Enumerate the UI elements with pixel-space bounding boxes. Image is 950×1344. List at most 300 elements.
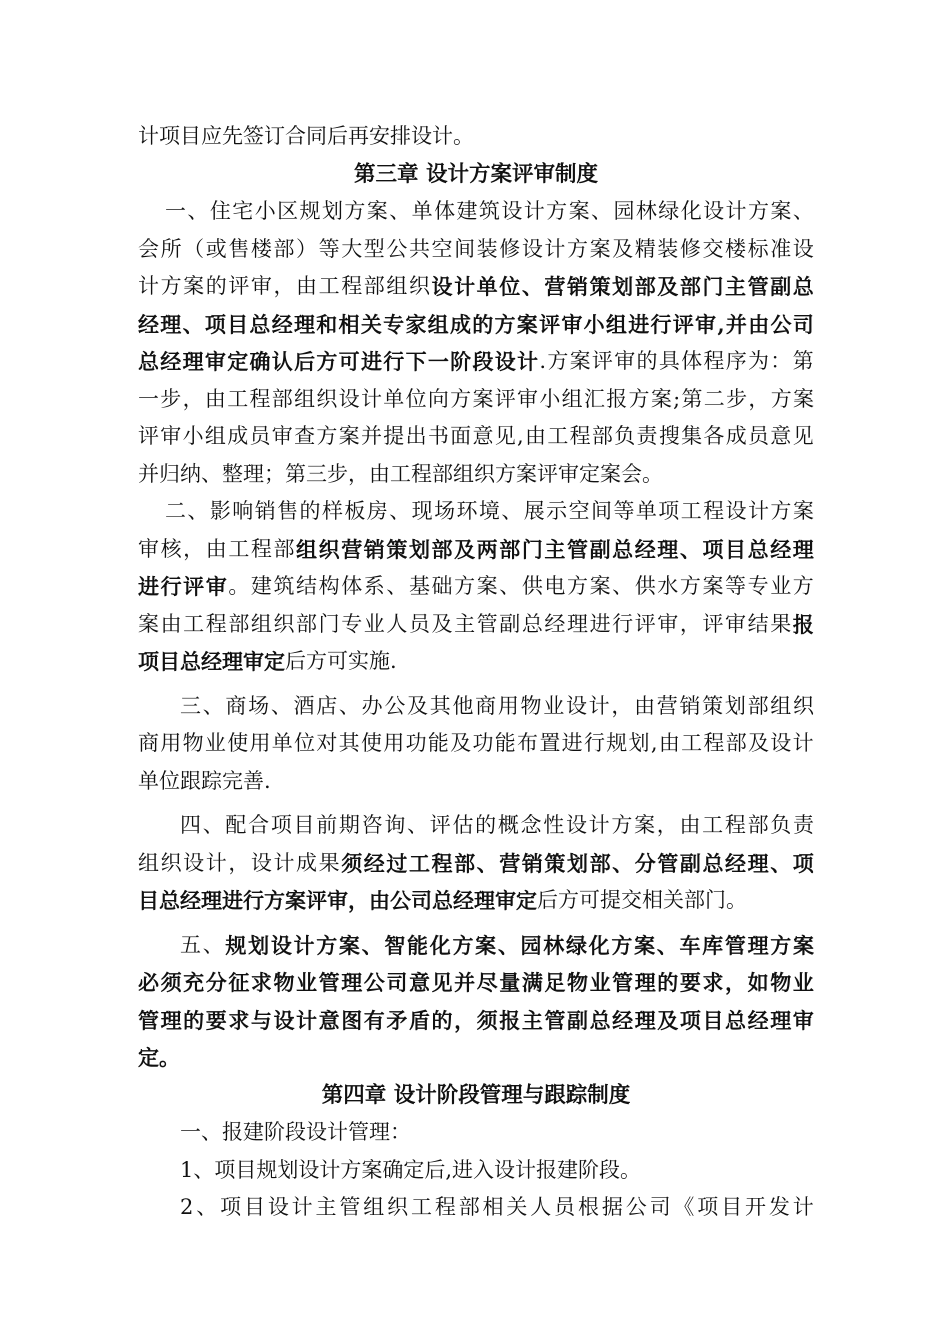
text-char: 估 [452, 813, 474, 837]
text-char: 进 [138, 574, 159, 599]
text-char: 程 [434, 1195, 456, 1219]
text-char: 体 [434, 199, 456, 223]
text-char: 理 [770, 1007, 792, 1033]
text-char: 评 [429, 813, 451, 837]
text-char: 对 [316, 731, 338, 755]
text-char: 他 [452, 693, 474, 718]
text-char: 业 [204, 731, 226, 755]
text-char: 意 [408, 970, 430, 995]
text-char: 。 [228, 574, 250, 598]
text-char: 阶 [450, 349, 472, 374]
text-char: 础 [431, 574, 453, 598]
text-char: 一 [165, 199, 186, 223]
text-char: 报 [499, 1007, 521, 1033]
text-char: 见 [494, 424, 516, 448]
text-char: 方 [316, 424, 338, 448]
text-char: , [717, 311, 725, 337]
text-char: 用 [249, 731, 271, 755]
text-run: 单位跟踪完善. [138, 768, 271, 793]
text-char: 目 [725, 536, 747, 562]
text-char: 供 [634, 574, 656, 598]
text-char: 化 [588, 932, 610, 958]
text-char: 工 [680, 499, 702, 523]
text-char: 提 [383, 424, 405, 448]
text-char: 评 [702, 611, 724, 636]
text-char: 由 [204, 386, 226, 411]
text-char: 主 [544, 536, 566, 562]
text-char: 织 [792, 693, 814, 718]
text-char: 方 [452, 932, 474, 958]
text-char: 合 [248, 813, 270, 837]
text-char: 要 [205, 1007, 227, 1033]
text-char: 、 [679, 536, 701, 562]
text-char: 并 [360, 424, 382, 448]
text-char: 部 [271, 386, 293, 411]
text-char: 电 [544, 574, 566, 598]
text-char: 行 [583, 731, 605, 755]
text-char: 步 [160, 386, 182, 411]
text-char: 共 [408, 236, 430, 261]
text-char: 销 [679, 693, 701, 718]
text-char: 经 [363, 850, 385, 876]
text-char: 使 [360, 731, 382, 755]
text-char: 段 [472, 349, 494, 374]
text-char: 设 [770, 731, 792, 755]
text-char: 计 [725, 199, 747, 223]
text-char: 、 [407, 813, 429, 837]
text-char: 业 [543, 693, 565, 718]
text-char: 办 [361, 693, 383, 718]
text-char: 的 [205, 274, 227, 298]
text-char: 标 [747, 236, 769, 261]
text-char: 基 [408, 574, 430, 598]
text-char: 关 [360, 311, 382, 337]
text-char: 概 [497, 813, 519, 837]
text-char: 型 [363, 236, 385, 261]
text-char: 影 [209, 499, 231, 523]
document-page [138, 118, 814, 1227]
text-char: 人 [530, 1195, 552, 1219]
text-char: 专 [747, 574, 769, 598]
text-char: 组 [386, 274, 408, 298]
text-char: 门 [318, 611, 340, 636]
text-char: 建 [456, 199, 478, 223]
text-char: 售 [277, 499, 299, 523]
text-char: 及 [657, 1007, 679, 1033]
text-char: 住 [209, 199, 231, 223]
text-char: 及 [431, 611, 453, 636]
text-char: 、 [612, 850, 634, 876]
text-char: 营 [656, 693, 678, 718]
text-char: 要 [679, 970, 701, 995]
text-char: 位 [499, 274, 521, 299]
text-char: 盾 [408, 1007, 430, 1033]
text-char: 、 [361, 932, 383, 958]
text-char: 计 [792, 731, 814, 755]
text-char: 出 [405, 424, 427, 448]
text-char: 2 [180, 1195, 194, 1219]
text-char: 的 [183, 1007, 205, 1033]
text-char: 案 [770, 199, 792, 223]
text-char: 楼 [250, 236, 272, 261]
text-char: 工 [408, 850, 430, 876]
text-char: 酒 [293, 693, 315, 718]
text-char: 查 [294, 424, 316, 448]
text-char: 案 [568, 199, 590, 223]
text-char: 果 [770, 611, 792, 636]
text-char: 织 [160, 850, 182, 875]
text-char: 设 [270, 932, 292, 958]
text-char: 由 [634, 693, 656, 718]
text-char: 审 [561, 311, 583, 337]
text-char: 分 [634, 850, 656, 876]
text-char: 分 [205, 970, 227, 995]
text-char: 销 [521, 850, 543, 876]
text-char: 案 [516, 311, 538, 337]
text-char: 理 [792, 536, 814, 562]
text-char: 程 [205, 611, 227, 636]
text-char: 专 [341, 611, 363, 636]
text-char: 、 [499, 574, 521, 598]
text-char: 程 [703, 499, 725, 523]
text-char: 由 [205, 536, 227, 561]
text-char: 副 [770, 274, 792, 299]
text-char: 、 [202, 932, 224, 957]
text-char: 总 [138, 349, 159, 374]
text-char: 部 [454, 850, 476, 876]
text-char: 工 [702, 813, 724, 837]
text-char: . [539, 349, 547, 373]
text-char: 体 [341, 574, 363, 598]
text-line [138, 381, 814, 419]
text-char: 步 [726, 386, 748, 411]
text-char: 业 [363, 611, 385, 636]
text-char: 部 [499, 536, 521, 562]
text-char: 果 [318, 850, 340, 875]
text-char: 使 [227, 731, 249, 755]
text-char: 组 [138, 850, 159, 875]
text-char: 的 [299, 499, 321, 523]
text-char: 过 [386, 850, 408, 876]
text-char: 根 [577, 1195, 599, 1219]
text-char: 、 [591, 199, 613, 223]
text-char: 案 [650, 386, 672, 411]
text-char: 设 [431, 274, 453, 299]
text-char: 策 [544, 850, 566, 876]
text-char: 《 [673, 1195, 695, 1219]
text-char: 意 [472, 424, 494, 448]
text-char: 须 [341, 850, 363, 876]
text-line [138, 1114, 814, 1152]
text-char: 用 [160, 731, 182, 755]
text-line [138, 231, 814, 269]
text-char: 管 [544, 1007, 566, 1033]
text-char: 程 [249, 386, 271, 411]
text-char: 营 [341, 536, 363, 562]
text-char: 行 [650, 311, 672, 337]
text-run: 后方可提交相关部门。 [537, 888, 747, 912]
text-run: 并归纳、整理；第三步，由工程部组织方案评审定案会。 [138, 461, 663, 486]
text-char: 、 [196, 1195, 218, 1219]
text-line [138, 418, 814, 456]
text-char: 单 [635, 499, 657, 523]
text-char: 计 [138, 274, 159, 298]
text-char: 方 [566, 574, 588, 598]
text-char: 设 [725, 499, 747, 523]
text-char: 、 [202, 693, 224, 718]
text-char: 矛 [386, 1007, 408, 1033]
text-char: 主 [725, 274, 747, 299]
text-char: 设 [565, 813, 587, 837]
text-char: 程 [569, 424, 591, 448]
text-char: 、 [501, 499, 523, 523]
text-char: 交 [702, 236, 724, 261]
text-char: 工 [227, 386, 249, 411]
text-char: 评 [634, 611, 656, 636]
text-char: 员 [408, 611, 430, 636]
text-char: 管 [339, 1195, 361, 1219]
text-char: 结 [747, 611, 769, 636]
text-char: 员 [748, 424, 769, 448]
text-char: 及 [454, 536, 476, 562]
text-line [138, 456, 814, 494]
text-char: 布 [517, 731, 539, 755]
text-char: 目 [702, 1007, 724, 1033]
text-char: 部 [431, 536, 453, 562]
text-run: 目总经理进行方案评审，由公司总经理审定 [138, 888, 537, 913]
text-char: 等 [318, 236, 340, 261]
text-char: 核 [160, 536, 182, 561]
text-char: ， [656, 813, 678, 837]
text-char: 、 [386, 574, 408, 598]
text-char: 等 [725, 574, 747, 598]
text-char: 响 [232, 499, 254, 523]
text-char: 目 [721, 1195, 743, 1219]
text-char: 充 [183, 970, 205, 995]
text-char: 家 [405, 311, 427, 337]
text-char: 大 [341, 236, 363, 261]
text-char: 公 [363, 970, 385, 995]
text-line [138, 763, 814, 801]
text-char: , [650, 731, 658, 755]
text-char: 审 [725, 611, 747, 636]
text-char: 计 [792, 1195, 814, 1219]
text-char: 组 [605, 311, 627, 337]
text-line [138, 493, 814, 531]
text-char: 报 [606, 386, 628, 411]
text-char: 求 [250, 970, 272, 995]
text-char: 评 [591, 349, 613, 373]
text-char: 设 [792, 236, 814, 261]
text-char: 、 [497, 932, 519, 958]
text-char: 物 [273, 970, 295, 995]
text-char: 集 [681, 424, 703, 448]
text-char: 、 [187, 499, 209, 523]
text-char: 计 [517, 349, 539, 374]
text-char: 理 [182, 349, 204, 374]
text-char: 公 [384, 693, 406, 718]
text-char: 方 [770, 386, 792, 411]
text-char: 小 [583, 311, 605, 337]
text-char: 的 [657, 970, 679, 995]
text-char: 案 [569, 349, 591, 373]
text-char: 后 [294, 349, 316, 374]
text-char: 园 [520, 932, 542, 958]
text-char: 部 [747, 813, 769, 837]
text-char: 经 [725, 850, 747, 876]
text-char: 现 [411, 499, 433, 523]
text-char: 结 [296, 574, 318, 598]
text-char: ） [296, 236, 318, 261]
text-char: 项 [792, 850, 814, 876]
text-line [138, 568, 814, 606]
text-char: 划 [566, 850, 588, 876]
text-char: 工 [681, 731, 703, 755]
text-char: 、 [182, 311, 204, 337]
text-char: 管 [476, 611, 498, 636]
text-char: 方 [547, 349, 569, 373]
text-char: 工 [547, 424, 569, 448]
text-char: 理 [657, 536, 679, 562]
text-char: 精 [634, 236, 656, 261]
text-char: 、 [270, 693, 292, 718]
text-char: 计 [291, 1195, 313, 1219]
text-char: 计 [360, 386, 382, 411]
text-char: 总 [249, 311, 271, 337]
text-char: 配 [225, 813, 247, 837]
text-char: 尽 [476, 970, 498, 995]
text-line [138, 643, 814, 681]
text-char: 进 [360, 349, 382, 374]
text-char: 单 [476, 274, 498, 299]
text-char: 业 [296, 970, 318, 995]
text-char: 审 [138, 536, 159, 561]
text-run: 一、报建阶段设计管理： [180, 1120, 411, 1144]
text-char: 主 [454, 611, 476, 636]
text-char: 成 [449, 311, 471, 337]
text-char: 主 [521, 1007, 543, 1033]
text-char: 念 [520, 813, 542, 837]
text-char: 理 [634, 1007, 656, 1033]
text-char: 由 [658, 731, 680, 755]
text-char: 组 [770, 693, 792, 718]
text-char: ， [228, 850, 250, 875]
text-line [138, 845, 814, 883]
text-char: 有 [363, 1007, 385, 1033]
text-char: 一 [427, 349, 449, 374]
text-char: 副 [499, 611, 521, 636]
text-char: 第 [681, 386, 703, 411]
text-char: 并 [454, 970, 476, 995]
text-char: 员 [554, 1195, 576, 1219]
text-char: 认 [271, 349, 293, 374]
text-char: ： [770, 349, 792, 373]
text-char: 划 [321, 199, 343, 223]
text-char: 林 [543, 932, 565, 958]
text-char: 下 [405, 349, 427, 374]
text-char: 会 [138, 236, 159, 261]
text-char: 部 [591, 424, 613, 448]
text-char: 足 [544, 970, 566, 995]
text-char: 的 [472, 311, 494, 337]
text-char: 方 [494, 311, 516, 337]
text-char: 由 [525, 424, 547, 448]
text-char: ， [748, 386, 770, 411]
text-char: 建 [250, 574, 272, 598]
text-char: 副 [566, 1007, 588, 1033]
text-char: 所 [160, 236, 182, 261]
text-char: 求 [228, 1007, 250, 1033]
text-char: 总 [702, 850, 724, 876]
text-char: 、 [202, 813, 224, 837]
text-char: 装 [476, 236, 498, 261]
text-char: 责 [636, 424, 658, 448]
text-char: 商 [475, 693, 497, 718]
text-char: 部 [747, 693, 769, 718]
text-char: 场 [248, 693, 270, 718]
text-char: 销 [566, 274, 588, 299]
text-char: ， [725, 970, 747, 995]
text-char: 门 [521, 536, 543, 562]
text-char: 评 [138, 424, 159, 448]
text-line [138, 964, 814, 1002]
text-char: 经 [138, 311, 159, 337]
text-char: 工 [318, 274, 340, 298]
text-char: 组 [427, 311, 449, 337]
text-char: 评 [494, 386, 516, 411]
text-char: 经 [634, 536, 656, 562]
text-char: 划 [612, 274, 634, 299]
text-char: 审 [250, 274, 272, 298]
text-char: 组 [250, 611, 272, 636]
text-char: 征 [228, 970, 250, 995]
text-char: 与 [250, 1007, 272, 1033]
text-char: 发 [768, 1195, 790, 1219]
text-char: 目 [227, 311, 249, 337]
text-char: 工 [228, 536, 250, 561]
text-char: 示 [546, 499, 568, 523]
text-char: 用 [383, 731, 405, 755]
text-char: 样 [321, 499, 343, 523]
text-run: 第三章 设计方案评审制度 [354, 161, 598, 187]
text-char: 询 [384, 813, 406, 837]
text-char: 设 [565, 693, 587, 718]
text-char: 案 [792, 932, 814, 958]
text-char: 物 [520, 693, 542, 718]
text-char: 司 [386, 970, 408, 995]
text-char: 方 [316, 349, 338, 374]
text-char: 方 [454, 574, 476, 598]
text-char: 管 [318, 970, 340, 995]
text-char: 图 [341, 1007, 363, 1033]
text-char: 一 [138, 386, 159, 411]
text-run: 第四章 设计阶段管理与跟踪制度 [321, 1082, 631, 1108]
text-char: 组 [296, 536, 318, 562]
text-char: 目 [243, 1195, 265, 1219]
text-char: 物 [770, 970, 792, 995]
text-char: 宅 [232, 199, 254, 223]
text-line [138, 1039, 814, 1077]
text-char: 案 [634, 813, 656, 837]
text-char: 进 [628, 311, 650, 337]
text-char: 为 [748, 349, 769, 373]
text-char: 及 [612, 236, 634, 261]
text-char: 其 [429, 693, 451, 718]
text-char: 理 [747, 932, 769, 958]
text-char: 方 [770, 932, 792, 958]
text-char: 总 [725, 1007, 747, 1033]
text-char: ; [673, 386, 681, 411]
